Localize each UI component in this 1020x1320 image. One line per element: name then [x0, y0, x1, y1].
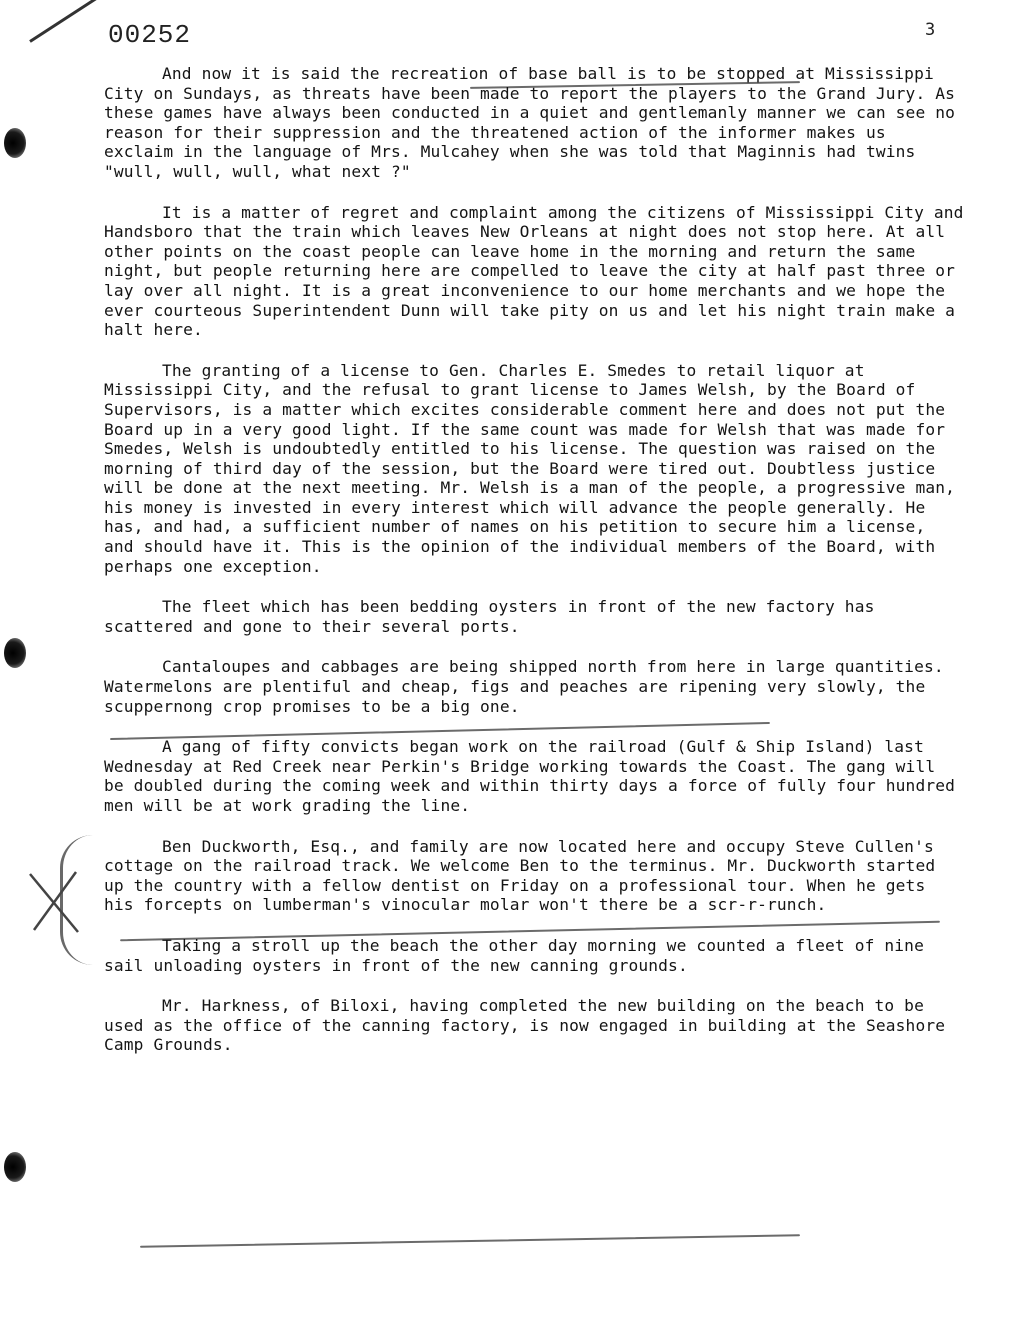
paragraph-harkness: Mr. Harkness, of Biloxi, having completed the new building on the beach to be used as the office of the canning factory, is now engaged in building at the Seashore Camp Grounds. — [104, 996, 946, 1055]
pencil-underline — [140, 1234, 800, 1248]
article-body — [104, 64, 964, 1076]
paragraph-duckworth: Ben Duckworth, Esq., and family are now located here and occupy Steve Cullen's cottage on the railroad track. We welcome Ben to the terminus. Mr. Duckworth started up the country with a fellow dentist on Friday on a professional tour. When he gets his forcepts on lumberman's vinocular molar won't there be a scr-r-runch. — [104, 836, 936, 915]
margin-x-mark — [26, 868, 86, 938]
paragraph-oyster-fleet: The fleet which has been bedding oysters in front of the new factory has scattered and gone to their several ports. — [104, 597, 875, 636]
punch-hole-top — [4, 128, 26, 158]
punch-hole-middle — [4, 638, 26, 668]
paragraph-convicts-railroad: A gang of fifty convicts began work on the railroad (Gulf & Ship Island) last Wednesday at Red Creek near Perkin's Bridge working towards the Coast. The gang will be doubled during the coming week and within thirty days a force of fully four hundred men will be at work grading the line. — [104, 737, 956, 815]
pen-slash-mark — [29, 0, 106, 43]
paragraph-baseball: And now it is said the recreation of base ball is to be stopped at Mississippi City on Sundays, as threats have been made to report the players to the Grand Jury. As these games have always been conducted in a quiet and gentlemanly manner we can see no reason for their suppression and the threatened action of the informer makes us exclaim in the language of Mrs. Mulcahey when she was told that Maginnis had twins "wull, wull, wull, what next ?" — [104, 64, 956, 181]
paragraph-liquor-license: The granting of a license to Gen. Charles E. Smedes to retail liquor at Mississippi City, and the refusal to grant license to James Welsh, by the Board of Supervisors, is a matter which excites considerable comment here and does not put the Board up in a very good light. If the same count was made for Welsh that was made for Smedes, Welsh is undoubtedly entitled to his license. The question was raised on the morning of third day of the session, but the Board were tired out. Doubtless justice will be done at the next meeting. Mr. Welsh is a man of the people, a progressive man, his money is invested in every interest which will advance the people generally. He has, and had, a sufficient number of names on his petition to secure him a license, and should have it. This is the opinion of the individual members of the Board, with perhaps one exception. — [104, 360, 956, 576]
punch-hole-bottom — [4, 1152, 26, 1182]
document-id: 00252 — [108, 20, 192, 50]
paragraph-produce: Cantaloupes and cabbages are being shipped north from here in large quantities. Watermelons are plentiful and cheap, figs and peaches are ripening very slowly, the scuppernong crop promises to be a big one. — [104, 657, 944, 716]
paragraph-night-train: It is a matter of regret and complaint among the citizens of Mississippi City and Handsboro that the train which leaves New Orleans at night does not stop here. At all other points on the coast people can leave home in the morning and return the same night, but people returning here are compelled to leave the city at half past three or lay over all night. It is a great inconvenience to our home merchants and we hope the ever courteous Superintendent Dunn will take pity on us and let his night train make a halt here. — [104, 202, 964, 340]
paragraph-beach-stroll: Taking a stroll up the beach the other day morning we counted a fleet of nine sail unloading oysters in front of the new canning grounds. — [104, 935, 924, 975]
page-number: 3 — [925, 20, 936, 40]
